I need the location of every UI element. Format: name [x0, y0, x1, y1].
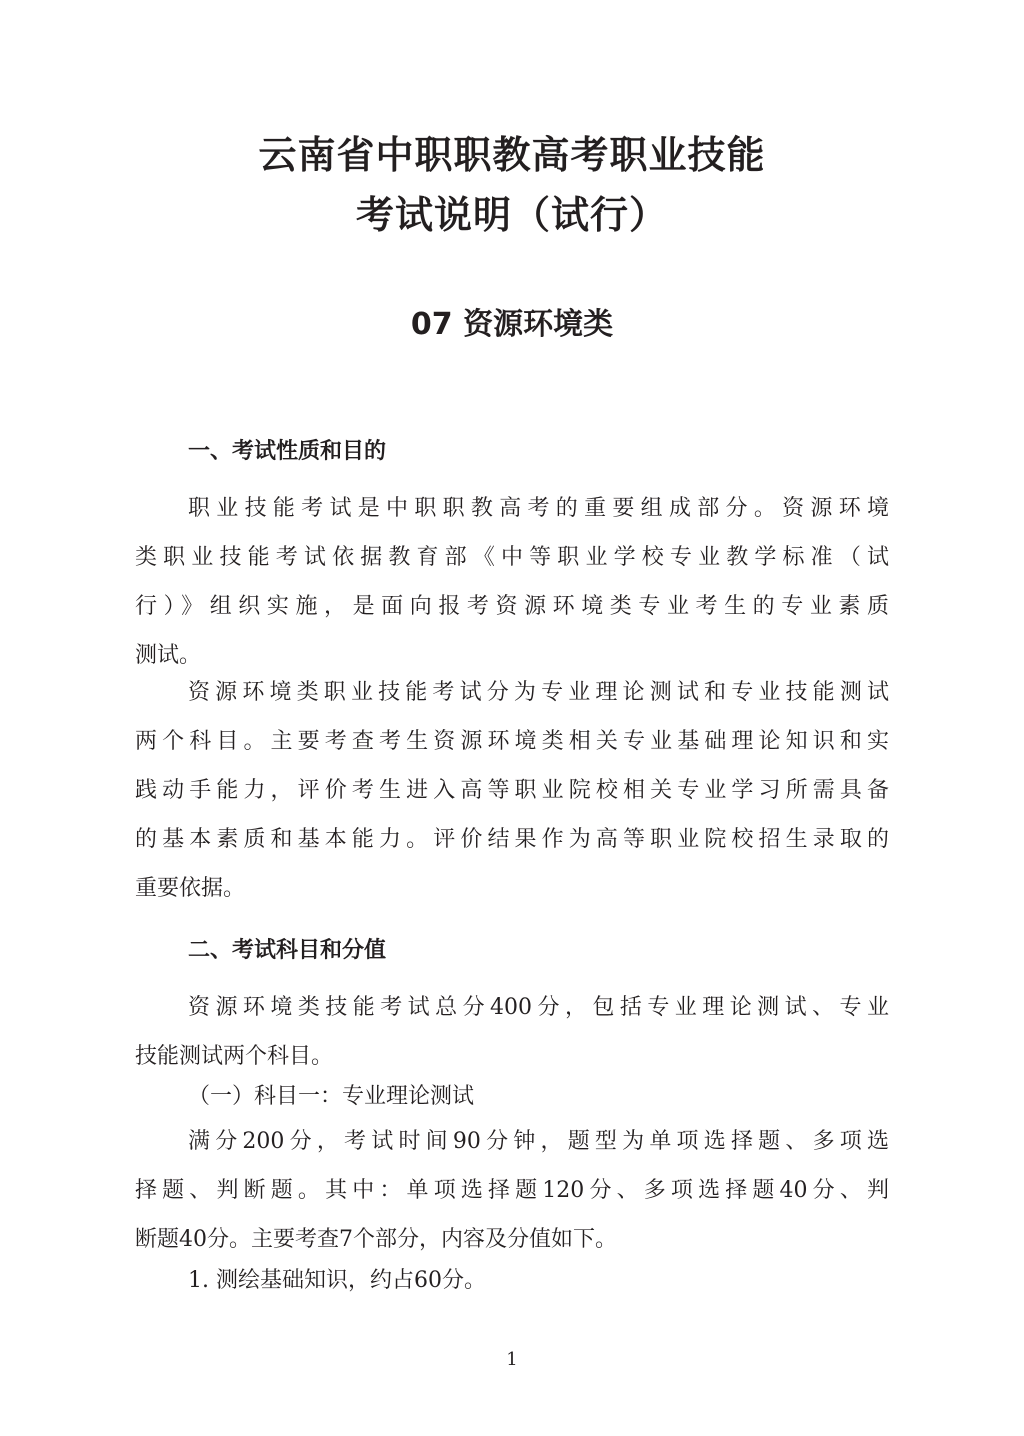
paragraph-line: 的基本素质和基本能力。评价结果作为高等职业院校招生录取的: [135, 827, 889, 852]
paragraph-line: 重要依据。: [135, 876, 246, 901]
paragraph-line: 职业技能考试是中职职教高考的重要组成部分。资源环境: [188, 496, 889, 521]
paragraph-line: 资源环境类职业技能考试分为专业理论测试和专业技能测试: [188, 680, 889, 705]
document-title: 云南省中职职教高考职业技能: [258, 133, 766, 177]
list-item: 1. 测绘基础知识，约占60分。: [188, 1268, 486, 1293]
document-title-line2: 考试说明（试行）: [355, 193, 668, 237]
page-number: 1: [506, 1349, 518, 1370]
section-heading-1: 一、考试性质和目的: [188, 439, 387, 464]
paragraph-line: 资源环境类技能考试总分400分，包括专业理论测试、专业: [188, 995, 889, 1020]
section-heading-2: 二、考试科目和分值: [188, 938, 387, 963]
paragraph-line: 择题、判断题。其中：单项选择题120分、多项选择题40分、判: [135, 1178, 889, 1203]
paragraph-line: 技能测试两个科目。: [135, 1044, 334, 1069]
section1-paragraph-1: [135, 484, 889, 680]
paragraph-line: 测试。: [135, 643, 202, 668]
section1-paragraph-2: [135, 668, 889, 913]
paragraph-line: 类职业技能考试依据教育部《中等职业学校专业教学标准（试: [135, 545, 889, 570]
paragraph-line: 两个科目。主要考查考生资源环境类相关专业基础理论知识和实: [135, 729, 889, 754]
paragraph-line: 断题40分。主要考查7个部分，内容及分值如下。: [135, 1227, 617, 1252]
paragraph-line: 行）》组织实施，是面向报考资源环境类专业考生的专业素质: [135, 594, 889, 619]
paragraph-line: 践动手能力，评价考生进入高等职业院校相关专业学习所需具备: [135, 778, 889, 803]
document-subtitle: 07 资源环境类: [410, 307, 614, 342]
paragraph-line: 满分200分，考试时间90分钟，题型为单项选择题、多项选: [188, 1129, 889, 1154]
section2-paragraph-1: [135, 983, 889, 1081]
subsection-heading: （一）科目一：专业理论测试: [188, 1084, 475, 1109]
section2-paragraph-2: [135, 1117, 889, 1264]
